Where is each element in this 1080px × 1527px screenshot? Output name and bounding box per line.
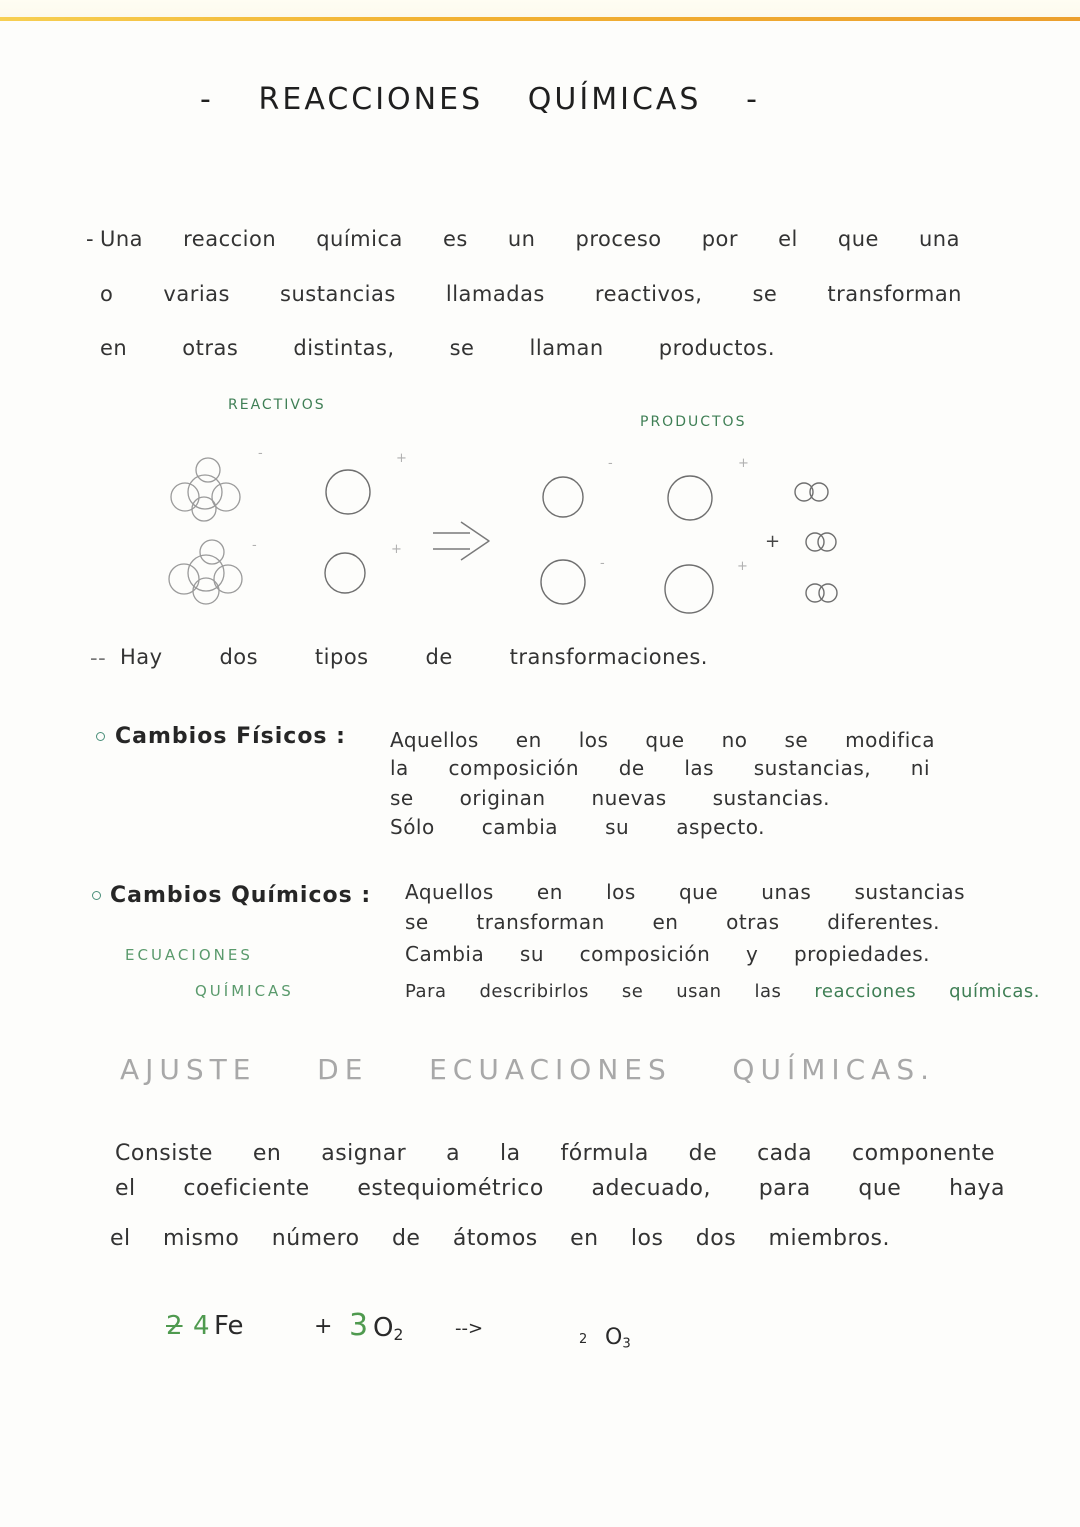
intro-line-3: en otras distintas, se llaman productos.	[100, 336, 775, 360]
reactant-1: Fe	[214, 1311, 244, 1341]
reactant-atom-1	[326, 470, 370, 514]
types-dash: --	[90, 646, 107, 670]
plus-sign: +	[765, 531, 781, 552]
page-top-tint	[0, 0, 1080, 17]
equations-side-label-2: QUÍMICAS	[195, 982, 294, 1000]
physical-line-4: Sólo cambia su aspecto.	[390, 815, 765, 839]
chemical-line-3: Cambia su composición y propiedades.	[405, 942, 930, 966]
atom-circle	[171, 483, 199, 511]
product-atom-3	[668, 476, 712, 520]
product-pair-3	[806, 584, 837, 602]
chemical-line-2: se transforman en otras diferentes.	[405, 910, 940, 934]
bullet-icon	[96, 732, 105, 741]
intro-line-1: Una reaccion química es un proceso por el que una	[100, 227, 960, 251]
reactant-molecule-2	[169, 540, 242, 604]
product-atom-4	[665, 565, 713, 613]
product-atom-2	[541, 560, 585, 604]
product-symbol: O	[605, 1325, 623, 1350]
plus-sign: +	[737, 559, 748, 574]
types-heading: Hay dos tipos de transformaciones.	[120, 645, 708, 669]
equation-plus: +	[314, 1314, 333, 1339]
page-title: - REACCIONES QUÍMICAS -	[200, 82, 760, 117]
physical-line-1: Aquellos en los que no se modifica	[390, 728, 935, 752]
product-subscript: 3	[622, 1336, 631, 1352]
coefficient-2: 3	[349, 1308, 369, 1343]
adjustment-heading: AJUSTE DE ECUACIONES QUÍMICAS.	[120, 1053, 935, 1086]
product-coefficient: 2	[579, 1332, 588, 1347]
product-atom-1	[543, 477, 583, 517]
bullet-icon	[92, 891, 101, 900]
atom-circle	[819, 584, 837, 602]
reactants-label: REACTIVOS	[228, 397, 326, 413]
reactant-molecule-1	[171, 458, 240, 521]
reaction-arrow-icon	[433, 522, 489, 560]
chemical-line-1: Aquellos en los que unas sustancias	[405, 880, 965, 904]
products-label: PRODUCTOS	[640, 414, 747, 430]
adjustment-line-2: el coeficiente estequiométrico adecuado, para que haya	[115, 1176, 1005, 1201]
intro-dash: -	[86, 227, 95, 251]
reactant-atom-2	[325, 553, 365, 593]
atom-circle	[818, 533, 836, 551]
reactant-2-symbol: O	[373, 1313, 394, 1343]
chemical-line-4-highlight: reacciones químicas.	[814, 981, 1041, 1002]
plus-sign: +	[738, 456, 749, 471]
atom-circle	[200, 540, 224, 564]
plus-sign: +	[396, 451, 407, 466]
reactant-2	[373, 1313, 403, 1345]
chemical-line-4	[405, 981, 1040, 1003]
minus-sign: -	[608, 456, 613, 471]
chemical-changes-label: Cambios Químicos :	[110, 883, 372, 908]
product-pair-2	[806, 533, 836, 551]
minus-sign: -	[252, 538, 257, 553]
adjustment-line-3: el mismo número de átomos en los dos miembros.	[110, 1226, 890, 1251]
physical-line-2: la composición de las sustancias, ni	[390, 756, 930, 780]
equation-arrow: -->	[455, 1318, 484, 1339]
atom-circle	[196, 458, 220, 482]
adjustment-line-1: Consiste en asignar a la fórmula de cada componente	[115, 1141, 995, 1166]
chemical-line-4-text: Para describirlos se usan las	[405, 981, 782, 1002]
product-pair-1	[795, 483, 828, 501]
reactant-2-subscript: 2	[393, 1325, 404, 1344]
atom-circle	[169, 564, 199, 594]
minus-sign: -	[258, 446, 263, 461]
equations-side-label-1: ECUACIONES	[125, 946, 253, 964]
page-top-edge	[0, 17, 1080, 21]
atom-circle	[188, 555, 224, 591]
physical-line-3: se originan nuevas sustancias.	[390, 786, 830, 810]
physical-changes-label: Cambios Físicos :	[115, 724, 346, 749]
reaction-diagram	[150, 430, 870, 620]
struck-coefficient: 2	[166, 1311, 183, 1341]
product	[605, 1325, 631, 1352]
intro-line-2: o varias sustancias llamadas reactivos, se transforman	[100, 282, 962, 306]
coefficient-1: 4	[193, 1311, 210, 1341]
minus-sign: -	[600, 556, 605, 571]
plus-sign: +	[391, 542, 402, 557]
